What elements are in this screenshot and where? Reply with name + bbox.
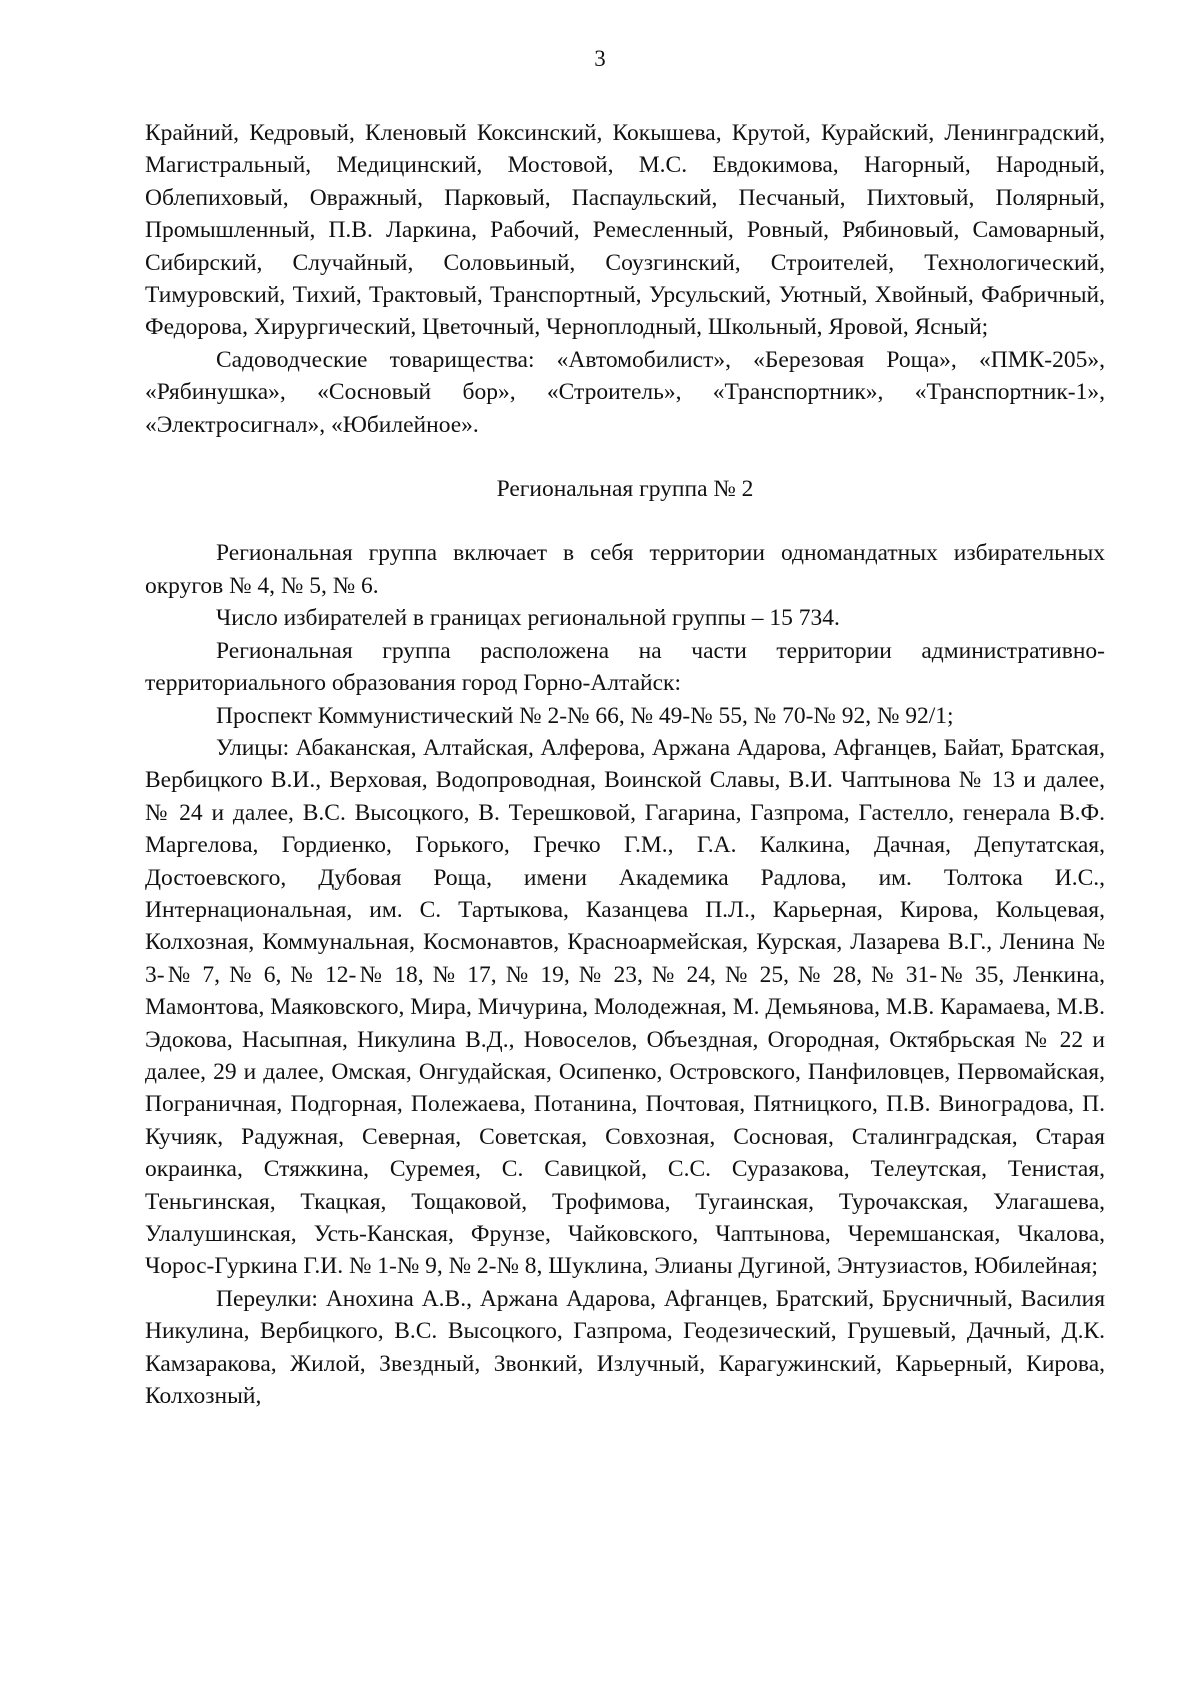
streets-list-continuation: Крайний, Кедровый, Кленовый Коксинский, Кокышева, Крутой, Курайский, Ленинградский, Магистральный, Медицинский, Мостовой, М.С. Евдокимова, Нагорный, Народный, Облепиховый, Овражный, Парковый, Паспаульский, Песчаный, Пихтовый, Полярный, Промышленный, П.В. Ларкина, Рабочий, Ремесленный, Ровный, Рябиновый, Самоварный, Сибирский, Случайный, Соловьиный, Соузгинский, Строителей, Технологический, Тимуровский, Тихий, Трактовый, Транспортный, Урсульский, Уютный, Хвойный, Фабричный, Федорова, Хирургический, Цветочный, Черноплодный, Школьный, Яровой, Ясный; — [145, 120, 1105, 341]
section-paragraph-streets: Улицы: Абаканская, Алтайская, Алферова, Аржана Адарова, Афганцев, Байат, Братская, Вербицкого В.И., Верховая, Водопроводная, Воинской Славы, В.И. Чаптынова № 13 и далее, № 24 и далее, В.С. Высоцкого, В. Терешковой, Гагарина, Газпрома, Гастелло, генерала В.Ф. Маргелова, Гордиенко, Горького, Гречко Г.М., Г.А. Калкина, Дачная, Депутатская, Достоевского, Дубовая Роща, имени Академика Радлова, им. Толтока И.С., Интернациональная, им. С. Тартыкова, Казанцева П.Л., Карьерная, Кирова, Кольцевая, Колхозная, Коммунальная, Космонавтов, Красноармейская, Курская, Лазарева В.Г., Ленина № 3-№ 7, № 6, № 12-№ 18, № 17, № 19, № 23, № 24, № 25, № 28, № 31-№ 35, Ленкина, Мамонтова, Маяковского, Мира, Мичурина, Молодежная, М. Демьянова, М.В. Карамаева, М.В. Эдокова, Насыпная, Никулина В.Д., Новоселов, Объездная, Огородная, Октябрьская № 22 и далее, 29 и далее, Омская, Онгудайская, Осипенко, Островского, Панфиловцев, Первомайская, Пограничная, Подгорная, Полежаева, Потанина, Почтовая, Пятницкого, П.В. Виноградова, П. Кучияк, Радужная, Северная, Советская, Совхозная, Сосновая, Сталинградская, Старая окраинка, Стяжкина, Суремея, С. Савицкой, С.С. Суразакова, Телеутская, Тенистая, Теньгинская, Ткацкая, Тощаковой, Трофимова, Тугаинская, Турочакская, Улагашева, Улалушинская, Усть-Канская, Фрунзе, Чайковского, Чаптынова, Черемшанская, Чкалова, Чорос-Гуркина Г.И. № 1-№ 9, № 2-№ 8, Шуклина, Элианы Дугиной, Энтузиастов, Юбилейная; — [145, 734, 1105, 1280]
section-heading: Региональная группа № 2 — [496, 476, 754, 503]
section-paragraph-territory: Региональная группа расположена на части территории административно-территориального образования город Горно-Алтайск: — [145, 637, 1105, 697]
page-number: 3 — [594, 46, 606, 71]
section-paragraph-prospect: Проспект Коммунистический № 2-№ 66, № 49-№ 55, № 70-№ 92, № 92/1; — [216, 702, 954, 729]
document-body — [145, 117, 1105, 1412]
section-paragraph-districts: Региональная группа включает в себя территории одномандатных избирательных округов № 4, № 5, № 6. — [145, 540, 1105, 599]
section-paragraph-voters: Число избирателей в границах региональной группы – 15 734. — [216, 605, 840, 632]
section-paragraph-lanes: Переулки: Анохина А.В., Аржана Адарова, Афганцев, Братский, Брусничный, Василия Никулина, Вербицкого, В.С. Высоцкого, Газпрома, Геодезический, Грушевый, Дачный, Д.К. Камзаракова, Жилой, Звездный, Звонкий, Излучный, Карагужинский, Карьерный, Кирова, Колхозный, — [145, 1285, 1105, 1410]
garden-partnerships-paragraph: Садоводческие товарищества: «Автомобилист», «Березовая Роща», «ПМК-205», «Рябинушка», «Сосновый бор», «Строитель», «Транспортник», «Транспортник-1», «Электросигнал», «Юбилейное». — [145, 346, 1105, 438]
